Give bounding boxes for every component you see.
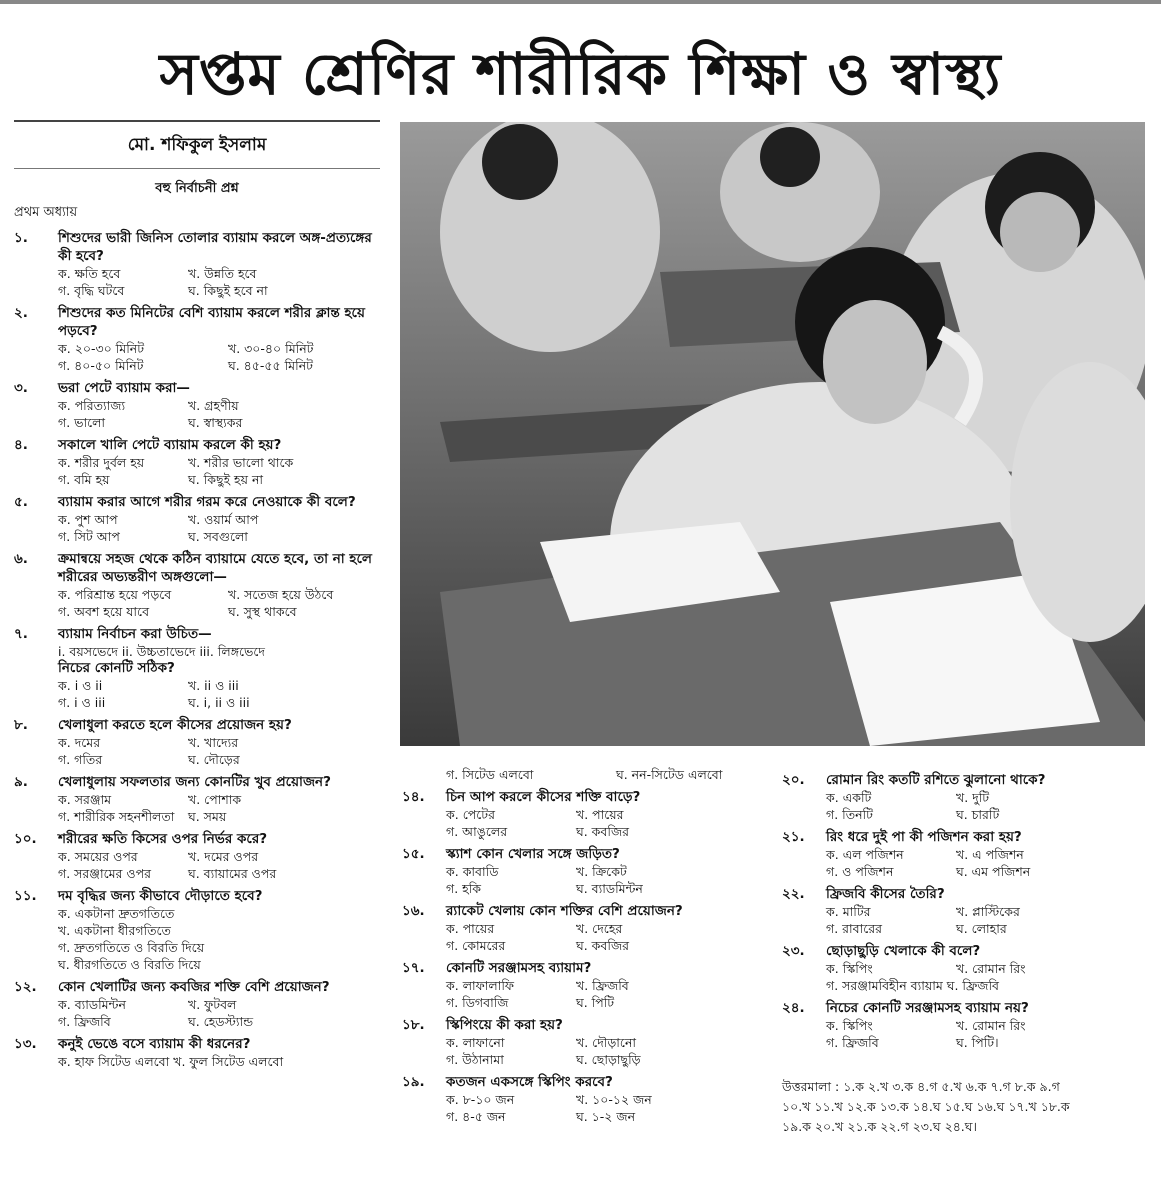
option-row	[826, 789, 1152, 806]
option: ঘ. হেডস্ট্যান্ড	[188, 1014, 254, 1029]
answer-key-line: ১০.খ ১১.খ ১২.ক ১৩.ক ১৪.ঘ ১৫.ঘ ১৬.ঘ ১৭.খ ১৮.ক	[782, 1099, 1070, 1114]
question-row	[402, 845, 762, 863]
option: খ. সতেজ হয়ে উঠবে	[228, 587, 334, 602]
question-number: ১৩.	[14, 1036, 37, 1052]
question-number: ৮.	[14, 717, 28, 733]
left-column	[14, 120, 380, 1070]
question-options	[782, 960, 1152, 994]
option: খ. গ্রহণীয়	[188, 398, 239, 413]
option: ক. দমের	[58, 735, 101, 750]
question-number: ১০.	[14, 831, 37, 847]
mcq-question	[14, 716, 380, 768]
option-row	[58, 471, 380, 488]
question-list-col2	[402, 788, 762, 1125]
question-text: স্কিপিংয়ে কী করা হয়?	[446, 1017, 563, 1033]
question-number: ১৬.	[402, 903, 425, 919]
option: গ. তিনটি	[826, 807, 873, 822]
option-row	[58, 511, 380, 528]
question-list-col3	[782, 771, 1152, 1051]
option-row	[826, 920, 1152, 937]
question-number: ২৪.	[782, 1000, 805, 1016]
option: ঘ. ছোড়াছুড়ি	[576, 1052, 641, 1067]
section-title: বহু নির্বাচনী প্রশ্ন	[155, 181, 239, 196]
option: খ. ১০-১২ জন	[576, 1092, 652, 1107]
option: ক. স্কিপিং	[826, 1018, 873, 1033]
option: ঘ. স্বাস্থ্যকর	[188, 415, 243, 430]
mcq-question	[402, 959, 762, 1011]
option: খ. ক্রিকেট	[576, 864, 627, 879]
q13-continued-options	[402, 766, 762, 783]
option-row	[58, 1013, 380, 1030]
option: খ. দেহের	[576, 921, 623, 936]
question-options	[402, 863, 762, 897]
question-options	[14, 1053, 380, 1070]
question-text: শরীরের ক্ষতি কিসের ওপর নির্ভর করে?	[58, 831, 268, 847]
option-row	[446, 1108, 762, 1125]
option: ক. লাফালাফি	[446, 978, 515, 993]
question-row	[14, 830, 380, 848]
question-options	[14, 511, 380, 545]
question-text: নিচের কোনটি সরঞ্জামসহ ব্যায়াম নয়?	[826, 1000, 1029, 1016]
question-number: ৬.	[14, 551, 28, 567]
option: গ. আঙুলের	[446, 824, 508, 839]
question-row	[14, 625, 380, 643]
option: ঘ. পিটি।	[956, 1035, 999, 1050]
option: খ. দৌড়ানো	[576, 1035, 637, 1050]
question-row	[14, 379, 380, 397]
top-rule	[0, 0, 1161, 4]
mcq-question	[402, 902, 762, 954]
option-row	[826, 960, 1152, 977]
option: ঘ. ১-২ জন	[576, 1109, 636, 1124]
question-number: ১.	[14, 230, 28, 246]
question-row	[782, 771, 1152, 789]
question-row	[402, 788, 762, 806]
option: খ. শরীর ভালো থাকে	[188, 455, 294, 470]
question-number: ১৭.	[402, 960, 425, 976]
question-text: ফ্রিজবি কীসের তৈরি?	[826, 886, 945, 902]
question-row	[402, 1073, 762, 1091]
option: ক. পরিশ্রান্ত হয়ে পড়বে	[58, 587, 172, 602]
option: খ. ওয়ার্ম আপ	[188, 512, 259, 527]
option: ঘ. কবজির	[576, 938, 630, 953]
option-row	[58, 265, 380, 282]
option: খ. দুটি	[956, 790, 990, 805]
answer-key-line: উত্তরমালা : ১.ক ২.খ ৩.ক ৪.গ ৫.খ ৬.ক ৭.গ ৮.ক ৯.গ	[782, 1079, 1060, 1094]
option-row	[446, 863, 762, 880]
option-line: খ. একটানা ধীরগতিতে	[58, 923, 171, 938]
option-row	[446, 920, 762, 937]
option-row	[58, 865, 380, 882]
option: ক. সরঞ্জাম	[58, 792, 112, 807]
question-list-col1	[14, 229, 380, 1070]
option: ক. মাটির	[826, 904, 871, 919]
question-column-2	[402, 766, 762, 1125]
option: খ. ফুটবল	[188, 997, 237, 1012]
option: গ. সিটেড এলবো	[446, 767, 534, 782]
option: গ. ফ্রিজবি	[826, 1035, 879, 1050]
option-row	[826, 1034, 1152, 1051]
question-row	[402, 902, 762, 920]
question-number: ১১.	[14, 888, 37, 904]
answer-key	[782, 1077, 1152, 1137]
question-row	[402, 1016, 762, 1034]
option-row	[826, 806, 1152, 823]
mcq-question	[14, 773, 380, 825]
question-text: খেলাধুলা করতে হলে কীসের প্রয়োজন হয়?	[58, 717, 292, 733]
question-row	[14, 304, 380, 340]
question-number: ৩.	[14, 380, 28, 396]
question-options	[402, 977, 762, 1011]
option-row	[58, 340, 380, 357]
option: ক. ক্ষতি হবে	[58, 266, 121, 281]
option: ঘ. দৌড়ের	[188, 752, 240, 767]
answer-key-line: ১৯.ক ২০.খ ২১.ক ২২.গ ২৩.ঘ ২৪.ঘ।	[782, 1119, 977, 1134]
question-subtext: নিচের কোনটি সঠিক?	[58, 660, 175, 676]
option: খ. উন্নতি হবে	[188, 266, 257, 281]
question-number: ১৯.	[402, 1074, 425, 1090]
option: খ. এ পজিশন	[956, 847, 1024, 862]
option-line: ক. হাফ সিটেড এলবো খ. ফুল সিটেড এলবো	[58, 1054, 284, 1069]
question-number: ১২.	[14, 979, 37, 995]
option-row	[826, 1017, 1152, 1034]
question-number: ২৩.	[782, 943, 805, 959]
mcq-question	[402, 1016, 762, 1068]
question-text: ছোড়াছুড়ি খেলাকে কী বলে?	[826, 943, 981, 959]
question-row	[782, 999, 1152, 1017]
question-text: ব্যায়াম নির্বাচন করা উচিত—	[58, 626, 212, 642]
option: গ. গতির	[58, 752, 103, 767]
option: ঘ. নন-সিটেড এলবো	[616, 767, 723, 782]
option: ঘ. কিছুই হবে না	[188, 283, 268, 298]
option-line: i. বয়সভেদে ii. উচ্চতাভেদে iii. লিঙ্গভেদে	[58, 644, 265, 659]
option-row	[58, 282, 380, 299]
question-number: ৫.	[14, 494, 28, 510]
option: ঘ. সুস্থ থাকবে	[228, 604, 297, 619]
mcq-question	[782, 942, 1152, 994]
option-row	[446, 1091, 762, 1108]
option: ঘ. পিটি	[576, 995, 615, 1010]
question-text: স্ক্যাশ কোন খেলার সঙ্গে জড়িত?	[446, 846, 620, 862]
photo-students-writing-exam	[400, 122, 1145, 746]
question-number: ২১.	[782, 829, 805, 845]
page-title: সপ্তম শ্রেণির শারীরিক শিক্ষা ও স্বাস্থ্য	[159, 40, 1002, 108]
question-text: দম বৃদ্ধির জন্য কীভাবে দৌড়াতে হবে?	[58, 888, 263, 904]
option-row	[58, 414, 380, 431]
option-line: ক. একটানা দ্রুতগতিতে	[58, 906, 175, 921]
option-line: গ. সরঞ্জামবিহীন ব্যায়াম ঘ. ফ্রিজবি	[826, 978, 999, 993]
option: গ. বমি হয়	[58, 472, 110, 487]
option-row	[58, 734, 380, 751]
mcq-question	[402, 1073, 762, 1125]
question-number: ৭.	[14, 626, 28, 642]
question-options	[14, 265, 380, 299]
option: খ. ৩০-৪০ মিনিট	[228, 341, 314, 356]
question-options	[14, 340, 380, 374]
question-options	[402, 920, 762, 954]
option: গ. ৪০-৫০ মিনিট	[58, 358, 144, 373]
option: গ. ভালো	[58, 415, 106, 430]
option: গ. i ও iii	[58, 695, 106, 710]
option-row	[58, 791, 380, 808]
question-row	[782, 942, 1152, 960]
question-number: ৪.	[14, 437, 28, 453]
option-row	[58, 357, 380, 374]
question-options	[402, 1034, 762, 1068]
question-row	[14, 229, 380, 265]
option: গ. ৪-৫ জন	[446, 1109, 506, 1124]
option: ক. লাফানো	[446, 1035, 505, 1050]
option: ঘ. সময়	[188, 809, 227, 824]
option-row	[58, 751, 380, 768]
option: গ. অবশ হয়ে যাবে	[58, 604, 150, 619]
question-text: র‍্যাকেট খেলায় কোন শক্তির বেশি প্রয়োজন?	[446, 903, 683, 919]
option-row	[58, 603, 380, 620]
question-row	[402, 959, 762, 977]
question-row	[14, 716, 380, 734]
question-number: ২০.	[782, 772, 805, 788]
option: গ. ডিগবাজি	[446, 995, 509, 1010]
question-number: ৯.	[14, 774, 28, 790]
option-row	[446, 823, 762, 840]
option-row	[826, 863, 1152, 880]
option: গ. ফ্রিজবি	[58, 1014, 111, 1029]
option-row	[58, 694, 380, 711]
option: গ. হকি	[446, 881, 482, 896]
mcq-question	[14, 550, 380, 620]
question-options	[782, 789, 1152, 823]
option: ঘ. ব্যায়ামের ওপর	[188, 866, 277, 881]
option: খ. দমের ওপর	[188, 849, 259, 864]
question-text: শিশুদের কত মিনিটের বেশি ব্যায়াম করলে শরীর ক্লান্ত হয়ে পড়বে?	[58, 305, 365, 339]
option-row	[58, 848, 380, 865]
option: ক. ব্যাডমিন্টন	[58, 997, 126, 1012]
question-options	[14, 643, 380, 711]
question-text: সকালে খালি পেটে ব্যায়াম করলে কী হয়?	[58, 437, 282, 453]
question-text: খেলাধুলায় সফলতার জন্য কোনটির খুব প্রয়োজন?	[58, 774, 331, 790]
question-number: ২২.	[782, 886, 805, 902]
question-row	[14, 550, 380, 586]
option-row	[446, 806, 762, 823]
option: ক. i ও ii	[58, 678, 103, 693]
question-text: ক্রমান্বয়ে সহজ থেকে কঠিন ব্যায়ামে যেতে হবে, তা না হলে শরীরের অভ্যন্তরীণ অঙ্গগুলো—	[58, 551, 372, 585]
mcq-question	[14, 887, 380, 973]
option-row	[446, 1051, 762, 1068]
option: খ. খাদ্যের	[188, 735, 239, 750]
author-byline: মো. শফিকুল ইসলাম	[14, 122, 380, 169]
option-row	[826, 903, 1152, 920]
option: খ. রোমান রিং	[956, 1018, 1026, 1033]
question-row	[14, 978, 380, 996]
option: গ. বৃদ্ধি ঘটবে	[58, 283, 125, 298]
mcq-question	[14, 625, 380, 711]
option: গ. উঠানামা	[446, 1052, 504, 1067]
question-text: রোমান রিং কতটি রশিতে ঝুলানো থাকে?	[826, 772, 1046, 788]
option: ক. পায়ের	[446, 921, 495, 936]
option: ক. পুশ আপ	[58, 512, 118, 527]
option: ক. কাবাডি	[446, 864, 499, 879]
chapter-label: প্রথম অধ্যায়	[14, 205, 78, 220]
question-row	[14, 887, 380, 905]
option: ক. স্কিপিং	[826, 961, 873, 976]
option-row	[446, 937, 762, 954]
mcq-question	[14, 379, 380, 431]
question-text: কনুই ভেঙে বসে ব্যায়াম কী ধরনের?	[58, 1036, 251, 1052]
option-row	[58, 996, 380, 1013]
question-options	[14, 791, 380, 825]
question-number: ১৮.	[402, 1017, 425, 1033]
question-row	[14, 436, 380, 454]
mcq-question	[782, 999, 1152, 1051]
option-row	[58, 808, 380, 825]
option: ঘ. সবগুলো	[188, 529, 248, 544]
question-row	[782, 828, 1152, 846]
question-options	[14, 848, 380, 882]
mcq-question	[14, 1035, 380, 1070]
option: ক. এল পজিশন	[826, 847, 904, 862]
question-row	[14, 493, 380, 511]
option-row	[58, 528, 380, 545]
mcq-question	[14, 229, 380, 299]
option: গ. রাবারের	[826, 921, 882, 936]
mcq-question	[14, 304, 380, 374]
question-options	[782, 846, 1152, 880]
question-row	[782, 885, 1152, 903]
option: গ. ও পজিশন	[826, 864, 894, 879]
mcq-question	[14, 978, 380, 1030]
question-options	[782, 903, 1152, 937]
question-options	[14, 397, 380, 431]
question-text: রিং ধরে দুই পা কী পজিশন করা হয়?	[826, 829, 1022, 845]
option-line: গ. দ্রুতগতিতে ও বিরতি দিয়ে	[58, 940, 205, 955]
option: গ. শারীরিক সহনশীলতা	[58, 809, 175, 824]
option-row	[58, 677, 380, 694]
classroom-photo	[400, 122, 1145, 746]
option-row	[58, 397, 380, 414]
option: গ. কোমরের	[446, 938, 506, 953]
option-row	[446, 880, 762, 897]
option: ঘ. কিছুই হয় না	[188, 472, 264, 487]
mcq-question	[14, 830, 380, 882]
option: গ. সিট আপ	[58, 529, 120, 544]
option: ঘ. চারটি	[956, 807, 1000, 822]
question-number: ২.	[14, 305, 28, 321]
option: ঘ. এম পজিশন	[956, 864, 1031, 879]
option: ঘ. লোহার	[956, 921, 1007, 936]
option: ঘ. i, ii ও iii	[188, 695, 250, 710]
question-number: ১৫.	[402, 846, 425, 862]
question-text: কোনটি সরঞ্জামসহ ব্যায়াম?	[446, 960, 592, 976]
option: ঘ. কবজির	[576, 824, 630, 839]
option-row	[58, 586, 380, 603]
question-text: ভরা পেটে ব্যায়াম করা—	[58, 380, 190, 396]
question-options	[14, 905, 380, 973]
option-row	[58, 454, 380, 471]
question-options	[14, 454, 380, 488]
question-text: শিশুদের ভারী জিনিস তোলার ব্যায়াম করলে অঙ্গ-প্রত্যঙ্গের কী হবে?	[58, 230, 372, 264]
question-number: ১৪.	[402, 789, 425, 805]
mcq-question	[402, 788, 762, 840]
question-row	[14, 1035, 380, 1053]
question-options	[14, 586, 380, 620]
question-options	[402, 806, 762, 840]
option: খ. পোশাক	[188, 792, 242, 807]
option: ক. একটি	[826, 790, 872, 805]
option-row	[446, 1034, 762, 1051]
option: খ. পায়ের	[576, 807, 624, 822]
question-text: কতজন একসঙ্গে স্কিপিং করবে?	[446, 1074, 613, 1090]
option-line: ঘ. ধীরগতিতে ও বিরতি দিয়ে	[58, 957, 201, 972]
question-text: ব্যায়াম করার আগে শরীর গরম করে নেওয়াকে কী বলে?	[58, 494, 356, 510]
option: ঘ. ব্যাডমিন্টন	[576, 881, 643, 896]
option: খ. রোমান রিং	[956, 961, 1026, 976]
mcq-question	[14, 493, 380, 545]
mcq-question	[402, 845, 762, 897]
option: ক. শরীর দুর্বল হয়	[58, 455, 145, 470]
mcq-question	[782, 828, 1152, 880]
option: খ. ফ্রিজবি	[576, 978, 629, 993]
option: খ. প্লাস্টিকের	[956, 904, 1020, 919]
option: ঘ. ৪৫-৫৫ মিনিট	[228, 358, 313, 373]
option: ক. পেটের	[446, 807, 495, 822]
option: খ. ii ও iii	[188, 678, 239, 693]
option-row	[446, 994, 762, 1011]
mcq-question	[782, 885, 1152, 937]
question-options	[782, 1017, 1152, 1051]
option-row	[446, 977, 762, 994]
question-row	[14, 773, 380, 791]
question-options	[402, 1091, 762, 1125]
question-text: চিন আপ করলে কীসের শক্তি বাড়ে?	[446, 789, 641, 805]
option-row	[826, 846, 1152, 863]
option: ক. সময়ের ওপর	[58, 849, 138, 864]
option: ক. ২০-৩০ মিনিট	[58, 341, 145, 356]
mcq-question	[782, 771, 1152, 823]
option: ক. ৮-১০ জন	[446, 1092, 515, 1107]
question-options	[14, 734, 380, 768]
question-text: কোন খেলাটির জন্য কবজির শক্তি বেশি প্রয়োজন?	[58, 979, 330, 995]
question-options	[14, 996, 380, 1030]
question-column-3	[782, 766, 1152, 1137]
option: গ. সরঞ্জামের ওপর	[58, 866, 151, 881]
option: ক. পরিত্যাজ্য	[58, 398, 126, 413]
mcq-question	[14, 436, 380, 488]
